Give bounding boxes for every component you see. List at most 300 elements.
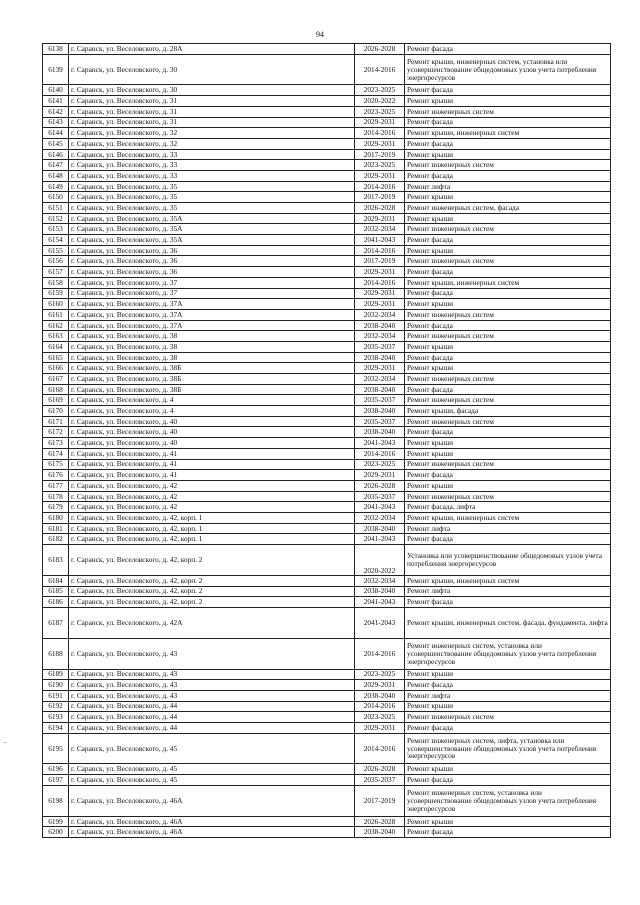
row-address: г. Саранск, ул. Веселовского, д. 35 — [69, 203, 355, 214]
row-work-type: Ремонт крыши — [405, 299, 611, 310]
row-number: 6174 — [43, 448, 69, 459]
table-row — [43, 427, 611, 438]
row-address: г. Саранск, ул. Веселовского, д. 42, корп. 2 — [69, 597, 355, 608]
row-number: 6187 — [43, 607, 69, 638]
table-row — [43, 203, 611, 214]
row-work-type: Ремонт крыши — [405, 363, 611, 374]
table-row — [43, 213, 611, 224]
row-period: 2038-2040 — [355, 827, 405, 838]
row-address: г. Саранск, ул. Веселовского, д. 35А — [69, 235, 355, 246]
row-work-type: Ремонт фасада — [405, 320, 611, 331]
table-row — [43, 597, 611, 608]
row-address: г. Саранск, ул. Веселовского, д. 43 — [69, 680, 355, 691]
row-work-type: Ремонт фасада — [405, 170, 611, 181]
table-row — [43, 764, 611, 775]
row-number: 6178 — [43, 491, 69, 502]
row-work-type: Ремонт инженерных систем — [405, 459, 611, 470]
row-work-type: Установка или усовершенствование общедомовых узлов учета потребления энергоресурсов — [405, 545, 611, 576]
row-work-type: Ремонт инженерных систем, лифта, установка или усовершенствование общедомовых узлов учета потребления энергоресурсов — [405, 733, 611, 764]
row-address: г. Саранск, ул. Веселовского, д. 46А — [69, 816, 355, 827]
row-work-type: Ремонт фасада — [405, 44, 611, 55]
table-row — [43, 545, 611, 576]
row-number: 6147 — [43, 160, 69, 171]
table-row — [43, 638, 611, 669]
table-row — [43, 395, 611, 406]
row-work-type: Ремонт фасада — [405, 288, 611, 299]
row-work-type: Ремонт фасада — [405, 85, 611, 96]
row-work-type: Ремонт фасада — [405, 384, 611, 395]
row-address: г. Саранск, ул. Веселовского, д. 31 — [69, 96, 355, 107]
row-address: г. Саранск, ул. Веселовского, д. 35 — [69, 181, 355, 192]
row-address: г. Саранск, ул. Веселовского, д. 42, корп. 2 — [69, 545, 355, 576]
row-number: 6139 — [43, 54, 69, 85]
row-address: г. Саранск, ул. Веселовского, д. 42, корп. 1 — [69, 523, 355, 534]
row-number: 6170 — [43, 406, 69, 417]
table-row — [43, 416, 611, 427]
row-period: 2029-2031 — [355, 363, 405, 374]
row-period: 2038-2040 — [355, 427, 405, 438]
row-address: г. Саранск, ул. Веселовского, д. 44 — [69, 712, 355, 723]
row-address: г. Саранск, ул. Веселовского, д. 36 — [69, 245, 355, 256]
row-work-type: Ремонт инженерных систем — [405, 256, 611, 267]
table-row — [43, 54, 611, 85]
row-address: г. Саранск, ул. Веселовского, д. 40 — [69, 416, 355, 427]
row-address: г. Саранск, ул. Веселовского, д. 44 — [69, 701, 355, 712]
row-period: 2041-2043 — [355, 438, 405, 449]
row-work-type: Ремонт крыши — [405, 816, 611, 827]
row-period: 2017-2019 — [355, 256, 405, 267]
row-work-type: Ремонт инженерных систем — [405, 106, 611, 117]
row-number: 6180 — [43, 512, 69, 523]
row-number: 6172 — [43, 427, 69, 438]
row-period: 2026-2028 — [355, 764, 405, 775]
row-work-type: Ремонт крыши — [405, 701, 611, 712]
row-period: 2029-2031 — [355, 288, 405, 299]
table-row — [43, 459, 611, 470]
row-number: 6193 — [43, 712, 69, 723]
row-number: 6181 — [43, 523, 69, 534]
row-address: г. Саранск, ул. Веселовского, д. 42, корп. 2 — [69, 575, 355, 586]
table-row — [43, 575, 611, 586]
table-row — [43, 680, 611, 691]
row-address: г. Саранск, ул. Веселовского, д. 35А — [69, 224, 355, 235]
table-row — [43, 690, 611, 701]
row-number: 6152 — [43, 213, 69, 224]
row-period: 2026-2028 — [355, 816, 405, 827]
row-work-type: Ремонт крыши — [405, 438, 611, 449]
row-address: г. Саранск, ул. Веселовского, д. 43 — [69, 638, 355, 669]
row-number: 6138 — [43, 44, 69, 55]
row-number: 6167 — [43, 374, 69, 385]
table-row — [43, 224, 611, 235]
repair-schedule-table — [42, 43, 611, 838]
row-period: 2026-2028 — [355, 480, 405, 491]
table-row — [43, 192, 611, 203]
table-row — [43, 733, 611, 764]
row-work-type: Ремонт фасада — [405, 470, 611, 481]
row-period: 2023-2025 — [355, 85, 405, 96]
row-number: 6143 — [43, 117, 69, 128]
row-work-type: Ремонт фасада — [405, 267, 611, 278]
row-number: 6169 — [43, 395, 69, 406]
row-period: 2023-2025 — [355, 712, 405, 723]
row-work-type: Ремонт фасада — [405, 138, 611, 149]
row-period: 2023-2025 — [355, 459, 405, 470]
row-period: 2041-2043 — [355, 534, 405, 545]
table-row — [43, 235, 611, 246]
row-number: 6154 — [43, 235, 69, 246]
table-row — [43, 341, 611, 352]
table-row — [43, 722, 611, 733]
row-number: 6146 — [43, 149, 69, 160]
table-row — [43, 470, 611, 481]
row-number: 6163 — [43, 331, 69, 342]
row-period: 2041-2043 — [355, 502, 405, 513]
row-address: г. Саранск, ул. Веселовского, д. 43 — [69, 669, 355, 680]
row-address: г. Саранск, ул. Веселовского, д. 37А — [69, 309, 355, 320]
row-number: 6195 — [43, 733, 69, 764]
row-period: 2041-2043 — [355, 235, 405, 246]
row-number: 6179 — [43, 502, 69, 513]
table-row — [43, 128, 611, 139]
row-address: г. Саранск, ул. Веселовского, д. 42, корп. 1 — [69, 534, 355, 545]
row-number: 6162 — [43, 320, 69, 331]
row-number: 6155 — [43, 245, 69, 256]
row-period: 2014-2016 — [355, 638, 405, 669]
row-address: г. Саранск, ул. Веселовского, д. 36 — [69, 256, 355, 267]
row-address: г. Саранск, ул. Веселовского, д. 38 — [69, 341, 355, 352]
row-number: 6176 — [43, 470, 69, 481]
row-number: 6197 — [43, 775, 69, 786]
row-number: 6175 — [43, 459, 69, 470]
row-period: 2014-2016 — [355, 277, 405, 288]
table-row — [43, 288, 611, 299]
row-address: г. Саранск, ул. Веселовского, д. 33 — [69, 160, 355, 171]
row-number: 6161 — [43, 309, 69, 320]
row-address: г. Саранск, ул. Веселовского, д. 41 — [69, 459, 355, 470]
table-row — [43, 352, 611, 363]
row-period: 2017-2019 — [355, 785, 405, 816]
row-work-type: Ремонт инженерных систем — [405, 374, 611, 385]
table-row — [43, 256, 611, 267]
row-period: 2029-2031 — [355, 470, 405, 481]
row-work-type: Ремонт крыши, инженерных систем — [405, 512, 611, 523]
row-period: 2023-2025 — [355, 106, 405, 117]
row-period: 2029-2031 — [355, 680, 405, 691]
row-address: г. Саранск, ул. Веселовского, д. 38 — [69, 331, 355, 342]
row-number: 6196 — [43, 764, 69, 775]
row-period: 2032-2034 — [355, 331, 405, 342]
row-address: г. Саранск, ул. Веселовского, д. 38Б — [69, 374, 355, 385]
row-address: г. Саранск, ул. Веселовского, д. 40 — [69, 438, 355, 449]
table-row — [43, 491, 611, 502]
row-work-type: Ремонт лифта — [405, 181, 611, 192]
table-row — [43, 170, 611, 181]
row-number: 6156 — [43, 256, 69, 267]
table-row — [43, 138, 611, 149]
row-work-type: Ремонт крыши, инженерных систем — [405, 277, 611, 288]
row-number: 6184 — [43, 575, 69, 586]
row-work-type: Ремонт крыши — [405, 96, 611, 107]
row-address: г. Саранск, ул. Веселовского, д. 37А — [69, 299, 355, 310]
row-period: 2029-2031 — [355, 213, 405, 224]
row-period: 2035-2037 — [355, 491, 405, 502]
table-row — [43, 85, 611, 96]
row-number: 6194 — [43, 722, 69, 733]
page-number: 94 — [316, 30, 324, 39]
row-period: 2038-2040 — [355, 523, 405, 534]
row-period: 2017-2019 — [355, 149, 405, 160]
row-address: г. Саранск, ул. Веселовского, д. 30 — [69, 85, 355, 96]
row-period: 2032-2034 — [355, 224, 405, 235]
row-number: 6160 — [43, 299, 69, 310]
row-number: 6149 — [43, 181, 69, 192]
row-number: 6145 — [43, 138, 69, 149]
row-period: 2032-2034 — [355, 309, 405, 320]
row-number: 6189 — [43, 669, 69, 680]
row-period: 2014-2016 — [355, 128, 405, 139]
table-row — [43, 117, 611, 128]
row-address: г. Саранск, ул. Веселовского, д. 43 — [69, 690, 355, 701]
row-address: г. Саранск, ул. Веселовского, д. 42 — [69, 502, 355, 513]
table-row — [43, 480, 611, 491]
margin-mark: - — [4, 738, 7, 746]
row-address: г. Саранск, ул. Веселовского, д. 30 — [69, 54, 355, 85]
row-work-type: Ремонт лифта — [405, 586, 611, 597]
row-number: 6151 — [43, 203, 69, 214]
table-row — [43, 374, 611, 385]
row-work-type: Ремонт инженерных систем — [405, 712, 611, 723]
row-period: 2041-2043 — [355, 607, 405, 638]
row-address: г. Саранск, ул. Веселовского, д. 37 — [69, 277, 355, 288]
row-address: г. Саранск, ул. Веселовского, д. 4 — [69, 395, 355, 406]
row-number: 6183 — [43, 545, 69, 576]
row-period: 2038-2040 — [355, 384, 405, 395]
row-number: 6199 — [43, 816, 69, 827]
row-work-type: Ремонт инженерных систем — [405, 160, 611, 171]
row-work-type: Ремонт крыши, инженерных систем, фасада, фундамента, лифта — [405, 607, 611, 638]
row-work-type: Ремонт крыши — [405, 480, 611, 491]
table-row — [43, 245, 611, 256]
row-address: г. Саранск, ул. Веселовского, д. 45 — [69, 764, 355, 775]
row-address: г. Саранск, ул. Веселовского, д. 46А — [69, 785, 355, 816]
table-row — [43, 181, 611, 192]
row-number: 6190 — [43, 680, 69, 691]
row-period: 2038-2040 — [355, 586, 405, 597]
row-period: 2035-2037 — [355, 341, 405, 352]
row-work-type: Ремонт крыши, инженерных систем, установка или усовершенствование общедомовых узлов учета потребления энергоресурсов — [405, 54, 611, 85]
table-row — [43, 363, 611, 374]
row-work-type: Ремонт инженерных систем, установка или усовершенствование общедомовых узлов учета потребления энергоресурсов — [405, 785, 611, 816]
row-address: г. Саранск, ул. Веселовского, д. 28А — [69, 44, 355, 55]
table-row — [43, 267, 611, 278]
row-period: 2020-2022 — [355, 545, 405, 576]
row-address: г. Саранск, ул. Веселовского, д. 4 — [69, 406, 355, 417]
row-period: 2035-2037 — [355, 775, 405, 786]
table-row — [43, 785, 611, 816]
row-period: 2038-2040 — [355, 352, 405, 363]
row-period: 2032-2034 — [355, 575, 405, 586]
row-number: 6171 — [43, 416, 69, 427]
row-work-type: Ремонт крыши — [405, 341, 611, 352]
row-work-type: Ремонт крыши — [405, 149, 611, 160]
row-number: 6164 — [43, 341, 69, 352]
row-period: 2014-2016 — [355, 448, 405, 459]
row-period: 2014-2016 — [355, 54, 405, 85]
row-period: 2014-2016 — [355, 733, 405, 764]
row-number: 6142 — [43, 106, 69, 117]
row-number: 6177 — [43, 480, 69, 491]
row-period: 2029-2031 — [355, 138, 405, 149]
row-work-type: Ремонт фасада, лифта — [405, 502, 611, 513]
table-row — [43, 669, 611, 680]
row-work-type: Ремонт фасада — [405, 117, 611, 128]
row-address: г. Саранск, ул. Веселовского, д. 38Б — [69, 363, 355, 374]
row-address: г. Саранск, ул. Веселовского, д. 32 — [69, 138, 355, 149]
row-number: 6159 — [43, 288, 69, 299]
row-work-type: Ремонт крыши, фасада — [405, 406, 611, 417]
row-number: 6185 — [43, 586, 69, 597]
row-work-type: Ремонт фасада — [405, 427, 611, 438]
table-row — [43, 448, 611, 459]
row-work-type: Ремонт фасада — [405, 597, 611, 608]
row-address: г. Саранск, ул. Веселовского, д. 42А — [69, 607, 355, 638]
row-address: г. Саранск, ул. Веселовского, д. 36 — [69, 267, 355, 278]
row-number: 6148 — [43, 170, 69, 181]
row-work-type: Ремонт крыши — [405, 669, 611, 680]
table-row — [43, 44, 611, 55]
row-address: г. Саранск, ул. Веселовского, д. 44 — [69, 722, 355, 733]
row-work-type: Ремонт фасада — [405, 680, 611, 691]
row-number: 6150 — [43, 192, 69, 203]
row-period: 2026-2028 — [355, 44, 405, 55]
row-period: 2032-2034 — [355, 512, 405, 523]
table-row — [43, 712, 611, 723]
row-work-type: Ремонт крыши — [405, 245, 611, 256]
row-number: 6198 — [43, 785, 69, 816]
table-row — [43, 406, 611, 417]
row-period: 2038-2040 — [355, 320, 405, 331]
row-work-type: Ремонт крыши — [405, 192, 611, 203]
table-row — [43, 331, 611, 342]
row-number: 6168 — [43, 384, 69, 395]
row-address: г. Саранск, ул. Веселовского, д. 33 — [69, 149, 355, 160]
row-work-type: Ремонт инженерных систем — [405, 491, 611, 502]
row-address: г. Саранск, ул. Веселовского, д. 41 — [69, 448, 355, 459]
row-number: 6188 — [43, 638, 69, 669]
row-period: 2017-2019 — [355, 192, 405, 203]
table-row — [43, 96, 611, 107]
row-period: 2029-2031 — [355, 722, 405, 733]
row-address: г. Саранск, ул. Веселовского, д. 32 — [69, 128, 355, 139]
table-row — [43, 384, 611, 395]
table-body — [43, 44, 611, 838]
row-address: г. Саранск, ул. Веселовского, д. 33 — [69, 170, 355, 181]
row-work-type: Ремонт лифта — [405, 690, 611, 701]
row-period: 2023-2025 — [355, 669, 405, 680]
row-number: 6158 — [43, 277, 69, 288]
row-period: 2014-2016 — [355, 701, 405, 712]
row-period: 2029-2031 — [355, 267, 405, 278]
row-work-type: Ремонт крыши — [405, 448, 611, 459]
row-address: г. Саранск, ул. Веселовского, д. 46А — [69, 827, 355, 838]
row-address: г. Саранск, ул. Веселовского, д. 35 — [69, 192, 355, 203]
row-address: г. Саранск, ул. Веселовского, д. 42, корп. 2 — [69, 586, 355, 597]
table-row — [43, 149, 611, 160]
table-row — [43, 607, 611, 638]
row-work-type: Ремонт лифта — [405, 523, 611, 534]
row-period: 2035-2037 — [355, 416, 405, 427]
row-work-type: Ремонт инженерных систем — [405, 395, 611, 406]
row-address: г. Саранск, ул. Веселовского, д. 42 — [69, 491, 355, 502]
row-work-type: Ремонт фасада — [405, 235, 611, 246]
row-period: 2029-2031 — [355, 170, 405, 181]
table-row — [43, 534, 611, 545]
table-row — [43, 309, 611, 320]
table-row — [43, 299, 611, 310]
row-address: г. Саранск, ул. Веселовского, д. 41 — [69, 470, 355, 481]
table-row — [43, 106, 611, 117]
row-number: 6144 — [43, 128, 69, 139]
table-row — [43, 827, 611, 838]
row-period: 2035-2037 — [355, 395, 405, 406]
row-period: 2014-2016 — [355, 181, 405, 192]
row-number: 6166 — [43, 363, 69, 374]
row-work-type: Ремонт крыши, инженерных систем — [405, 575, 611, 586]
row-number: 6141 — [43, 96, 69, 107]
row-work-type: Ремонт инженерных систем — [405, 416, 611, 427]
table-row — [43, 816, 611, 827]
row-address: г. Саранск, ул. Веселовского, д. 42, корп. 1 — [69, 512, 355, 523]
table-row — [43, 775, 611, 786]
row-work-type: Ремонт фасада — [405, 775, 611, 786]
table-row — [43, 512, 611, 523]
row-work-type: Ремонт фасада — [405, 534, 611, 545]
row-address: г. Саранск, ул. Веселовского, д. 31 — [69, 117, 355, 128]
row-number: 6153 — [43, 224, 69, 235]
row-number: 6173 — [43, 438, 69, 449]
row-number: 6192 — [43, 701, 69, 712]
row-work-type: Ремонт фасада — [405, 722, 611, 733]
table-row — [43, 160, 611, 171]
row-period: 2014-2016 — [355, 245, 405, 256]
row-address: г. Саранск, ул. Веселовского, д. 31 — [69, 106, 355, 117]
row-work-type: Ремонт инженерных систем — [405, 224, 611, 235]
row-address: г. Саранск, ул. Веселовского, д. 40 — [69, 427, 355, 438]
table-row — [43, 277, 611, 288]
row-period: 2041-2043 — [355, 597, 405, 608]
row-address: г. Саранск, ул. Веселовского, д. 45 — [69, 775, 355, 786]
table-row — [43, 502, 611, 513]
table-row — [43, 586, 611, 597]
row-number: 6191 — [43, 690, 69, 701]
row-work-type: Ремонт инженерных систем, установка или усовершенствование общедомовых узлов учета потребления энергоресурсов — [405, 638, 611, 669]
row-period: 2029-2031 — [355, 117, 405, 128]
row-address: г. Саранск, ул. Веселовского, д. 38 — [69, 352, 355, 363]
row-address: г. Саранск, ул. Веселовского, д. 45 — [69, 733, 355, 764]
row-address: г. Саранск, ул. Веселовского, д. 42 — [69, 480, 355, 491]
table-row — [43, 701, 611, 712]
row-work-type: Ремонт инженерных систем, фасада — [405, 203, 611, 214]
row-work-type: Ремонт фасада — [405, 827, 611, 838]
row-number: 6140 — [43, 85, 69, 96]
row-work-type: Ремонт крыши — [405, 213, 611, 224]
table-row — [43, 438, 611, 449]
row-number: 6186 — [43, 597, 69, 608]
row-work-type: Ремонт крыши, инженерных систем — [405, 128, 611, 139]
row-number: 6157 — [43, 267, 69, 278]
row-work-type: Ремонт крыши — [405, 764, 611, 775]
